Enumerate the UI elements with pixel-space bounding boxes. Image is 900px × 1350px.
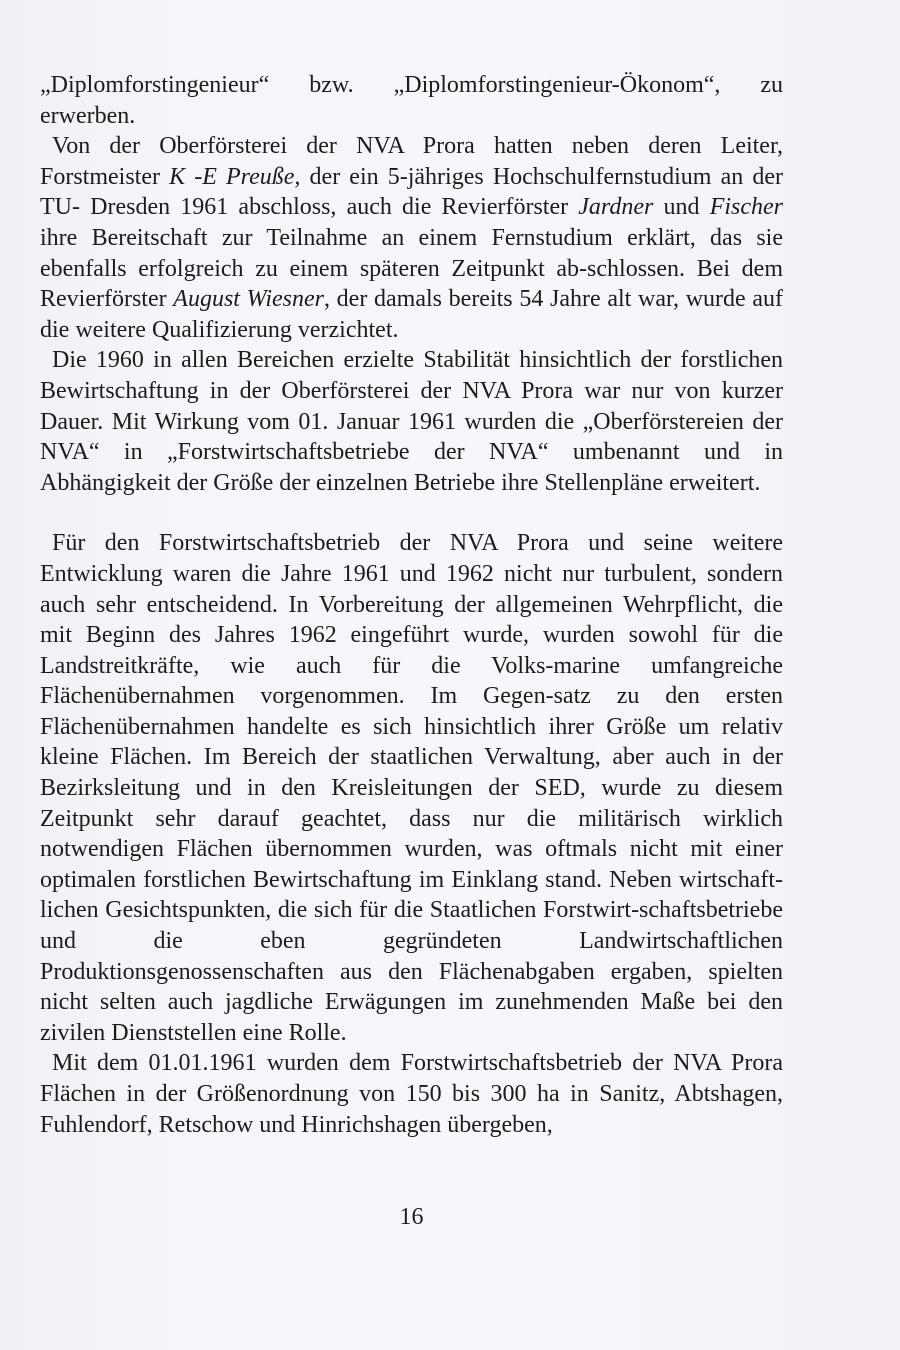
paragraph-2-text-5: , der damals bereits 54 Jahre alt war, wurde auf die weitere Qualifizierung verzichtet. [40, 286, 784, 343]
paragraph-2-name-wiesner: August Wiesner [173, 286, 324, 313]
paragraph-2-text-4: ihre Bereitschaft zur Teilnahme an einem Fernstudium erklärt, das sie ebenfalls erfolgreich zu einem späteren Zeitpunkt ab-schlossen. Bei dem Revierförster [40, 224, 783, 313]
body-text [40, 70, 783, 1140]
paragraph-2-text-3: und [653, 194, 710, 221]
paragraph-1 [40, 70, 783, 131]
paragraph-4: Für den Forstwirtschaftsbetrieb der NVA Prora und seine weitere Entwicklung waren die Jahre 1961 und 1962 nicht nur turbulent, sondern auch sehr entscheidend. In Vorbereitung der allgemeinen Wehrpflicht, die mit Beginn des Jahres 1962 eingeführt wurde, wurden sowohl für die Landstreitkräfte, wie auch für die Volks-marine umfangreiche Flächenübernahmen vorgenommen. Im Gegen-satz zu den ersten Flächenübernahmen handelte es sich hinsichtlich ihrer Größe um relativ kleine Flächen. Im Bereich der staatlichen Verwaltung, aber auch in der Bezirksleitung und in den Kreisleitungen der SED, wurde zu diesem Zeitpunkt sehr darauf geachtet, dass nur die militärisch wirklich notwendigen Flächen übernommen wurden, was oftmals nicht mit einer optimalen forstlichen Bewirtschaftung im Einklang stand. Neben wirtschaft-lichen Gesichtspunkten, die sich für die Staatlichen Forstwirt-schaftsbetriebe und die eben gegründeten Landwirtschaftlichen Produktionsgenossenschaften aus den Flächenabgaben ergaben, spielten nicht selten auch jagdliche Erwägungen im zunehmenden Maße bei den zivilen Dienststellen eine Rolle. [40, 530, 783, 1046]
paragraph-3: Die 1960 in allen Bereichen erzielte Stabilität hinsichtlich der forstlichen Bewirtschaftung in der Oberförsterei der NVA Prora war nur von kurzer Dauer. Mit Wirkung vom 01. Januar 1961 wurden die „Oberförstereien der NVA“ in „Forstwirtschaftsbetriebe der NVA“ umbenannt und in Abhängigkeit der Größe der einzelnen Betriebe ihre Stellenpläne erweitert. [40, 347, 783, 496]
paragraph-2 [40, 131, 783, 345]
paragraph-5: Mit dem 01.01.1961 wurden dem Forstwirtschaftsbetrieb der NVA Prora Flächen in der Größenordnung von 150 bis 300 ha in Sanitz, Abtshagen, Fuhlendorf, Retschow und Hinrichshagen übergeben, [40, 1050, 783, 1138]
paragraph-1-line-2: erwerben. [40, 102, 136, 129]
paragraph-gap [40, 498, 783, 528]
paragraph-2-text-1: Von der Oberförsterei der NVA Prora hatten neben deren Leiter, Forstmeister [40, 133, 783, 190]
paragraph-1-line-1: „Diplomforstingenieur“ bzw. „Diplomforstingenieur-Ökonom“, zu [40, 72, 783, 98]
paragraph-2-name-jardner: Jardner [578, 194, 654, 221]
paragraph-2-text-2: der ein 5-jähriges Hochschulfernstudium an der TU- Dresden 1961 abschloss, auch die Revierförster [40, 163, 783, 221]
paragraph-2-name-fischer: Fischer [709, 194, 783, 221]
page-number: 16 [399, 1204, 424, 1230]
paragraph-2-name-preusse: K -E Preuße, [169, 163, 301, 190]
